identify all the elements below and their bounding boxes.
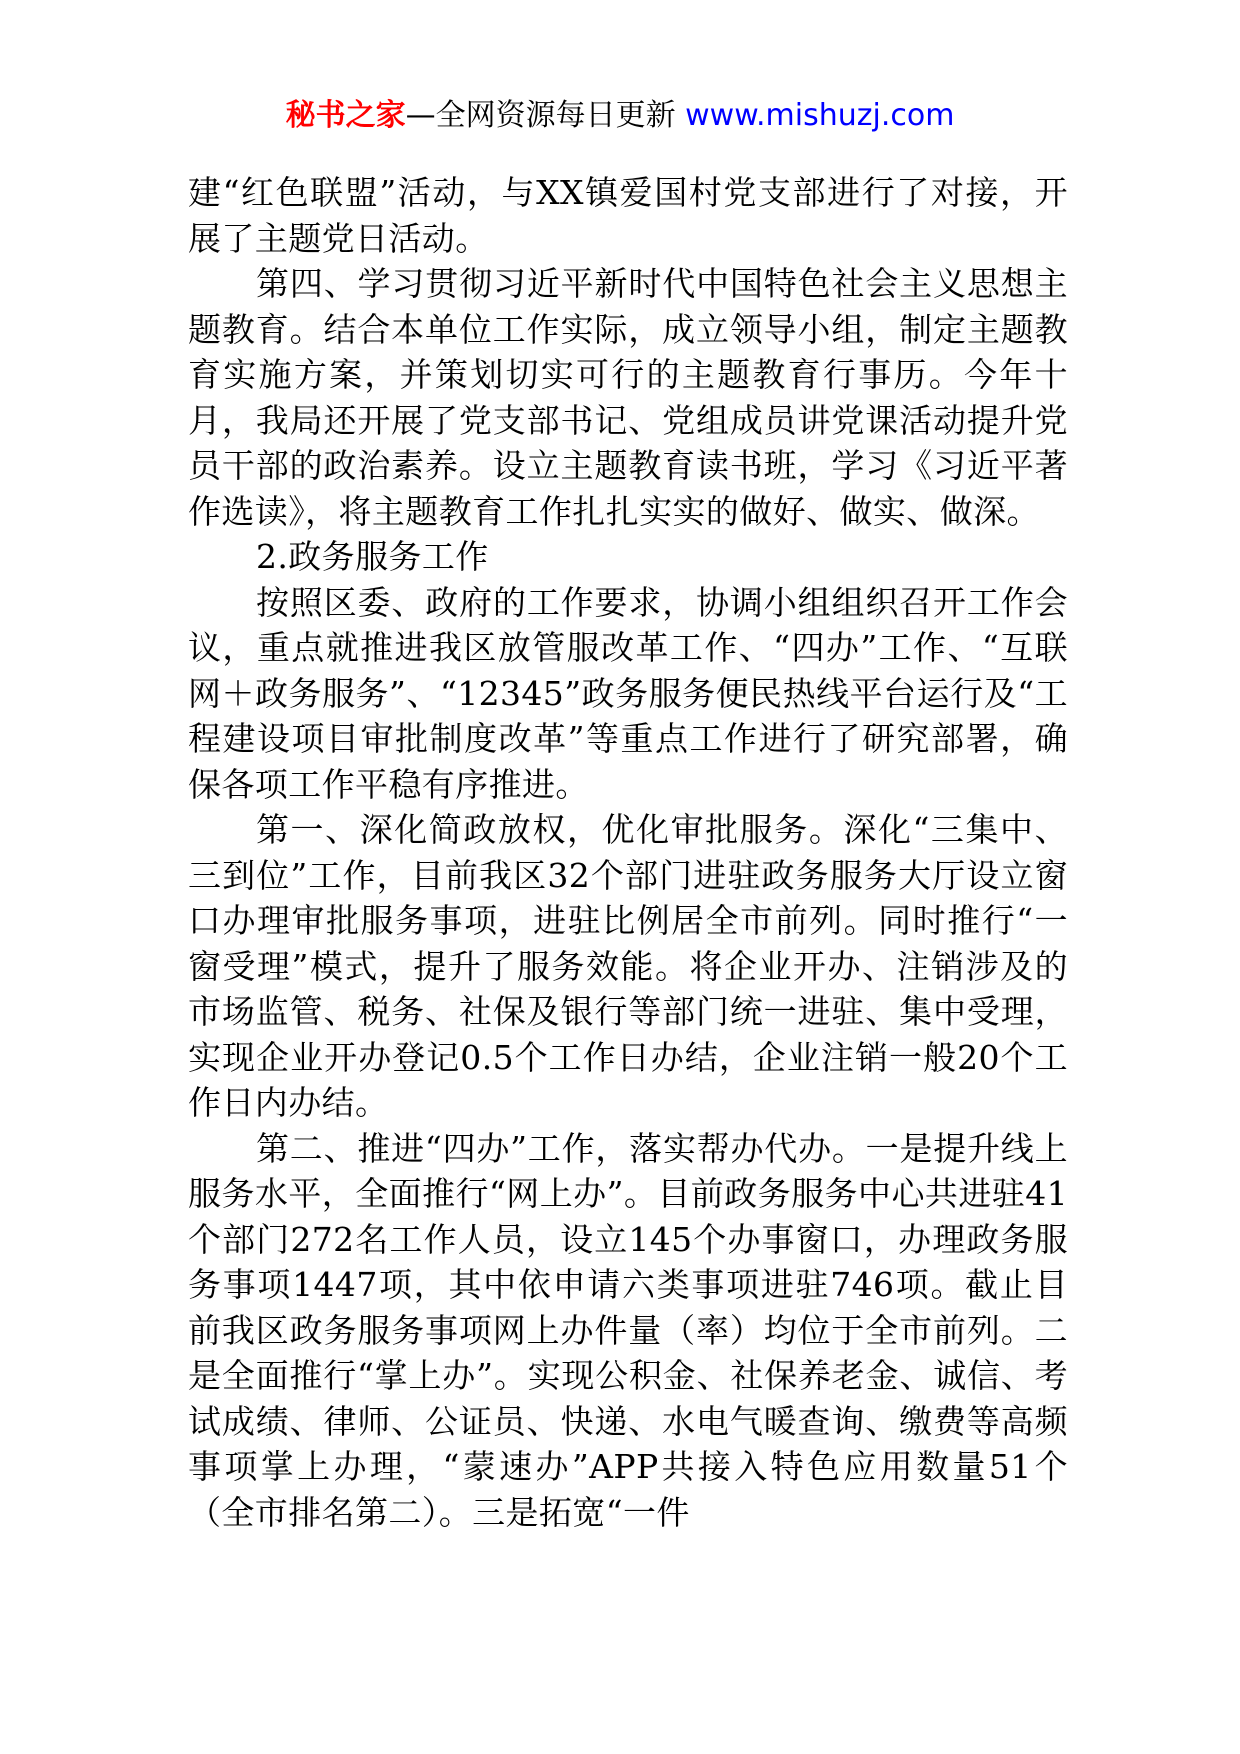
paragraph-continuation: 建“红色联盟”活动，与XX镇爱国村党支部进行了对接，开展了主题党日活动。 [188,173,1068,258]
paragraph-streamline-administration: 第一、深化简政放权，优化审批服务。深化“三集中、三到位”工作，目前我区32个部门进驻政务服务大厅设立窗口办理审批服务事项，进驻比例居全市前列。同时推行“一窗受理”模式，提升了服务效能。将企业开办、注销涉及的市场监管、税务、社保及银行等部门统一进驻、集中受理，实现企业开办登记0.5个工作日办结，企业注销一般20个工作日内办结。 [188,810,1068,1122]
document-body [188,170,1068,1535]
site-url-link[interactable]: www.mishuzj.com [685,98,955,133]
paragraph-four-services: 第二、推进“四办”工作，落实帮办代办。一是提升线上服务水平，全面推行“网上办”。目前政务服务中心共进驻41个部门272名工作人员，设立145个办事窗口，办理政务服务事项1447项，其中依申请六类事项进驻746项。截止目前我区政务服务事项网上办件量（率）均位于全市前列。二是全面推行“掌上办”。实现公积金、社保养老金、诚信、考试成绩、律师、公证员、快递、水电气暖查询、缴费等高频事项掌上办理，“蒙速办”APP共接入特色应用数量51个（全市排名第二）。三是拓宽“一件 [188,1128,1068,1532]
paragraph-work-requirements: 按照区委、政府的工作要求，协调小组组织召开工作会议，重点就推进我区放管服改革工作、“四办”工作、“互联网＋政务服务”、“12345”政务服务便民热线平台运行及“工程建设项目审批制度改革”等重点工作进行了研究部署，确保各项工作平稳有序推进。 [188,582,1068,804]
paragraph-theme-education: 第四、学习贯彻习近平新时代中国特色社会主义思想主题教育。结合本单位工作实际，成立领导小组，制定主题教育实施方案，并策划切实可行的主题教育行事历。今年十月，我局还开展了党支部书记、党组成员讲党课活动提升党员干部的政治素养。设立主题教育读书班，学习《习近平著作选读》，将主题教育工作扎扎实实的做好、做实、做深。 [188,264,1068,531]
site-tagline: —全网资源每日更新 [405,98,686,133]
site-brand: 秘书之家 [285,98,406,133]
site-header [0,96,1240,136]
section-heading-government-service: 2.政务服务工作 [256,537,489,576]
